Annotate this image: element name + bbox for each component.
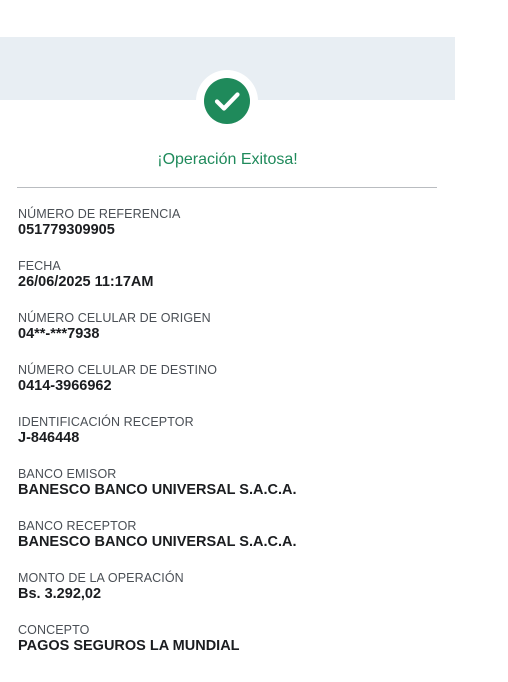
detail-value: Bs. 3.292,02	[18, 586, 102, 602]
detail-label: BANCO EMISOR	[18, 467, 117, 481]
transaction-details	[18, 207, 448, 675]
detail-label: CONCEPTO	[18, 623, 90, 637]
detail-label: NÚMERO CELULAR DE ORIGEN	[18, 311, 211, 325]
success-title: ¡Operación Exitosa!	[157, 151, 298, 168]
detail-value: J-846448	[18, 430, 80, 446]
detail-value: 26/06/2025 11:17AM	[18, 274, 154, 290]
detail-value: 04**-***7938	[18, 326, 100, 342]
detail-value: 0414-3966962	[18, 378, 112, 394]
detail-date	[18, 259, 448, 311]
checkmark-icon	[204, 78, 250, 124]
detail-label: MONTO DE LA OPERACIÓN	[18, 571, 184, 585]
detail-value: BANESCO BANCO UNIVERSAL S.A.C.A.	[18, 482, 297, 498]
detail-label: NÚMERO DE REFERENCIA	[18, 207, 181, 221]
detail-label: NÚMERO CELULAR DE DESTINO	[18, 363, 218, 377]
detail-label: BANCO RECEPTOR	[18, 519, 137, 533]
detail-amount	[18, 571, 448, 623]
detail-value: PAGOS SEGUROS LA MUNDIAL	[18, 638, 240, 654]
detail-label: IDENTIFICACIÓN RECEPTOR	[18, 415, 194, 429]
check-circle-icon	[204, 78, 250, 124]
detail-origin-phone	[18, 311, 448, 363]
detail-label: FECHA	[18, 259, 61, 273]
detail-reference-number	[18, 207, 448, 259]
detail-value: 051779309905	[18, 222, 115, 238]
detail-value: BANESCO BANCO UNIVERSAL S.A.C.A.	[18, 534, 297, 550]
detail-concept	[18, 623, 448, 675]
divider	[17, 187, 437, 188]
detail-receiving-bank	[18, 519, 448, 571]
detail-issuing-bank	[18, 467, 448, 519]
detail-destination-phone	[18, 363, 448, 415]
status-icon-badge	[196, 70, 258, 132]
detail-receiver-id	[18, 415, 448, 467]
